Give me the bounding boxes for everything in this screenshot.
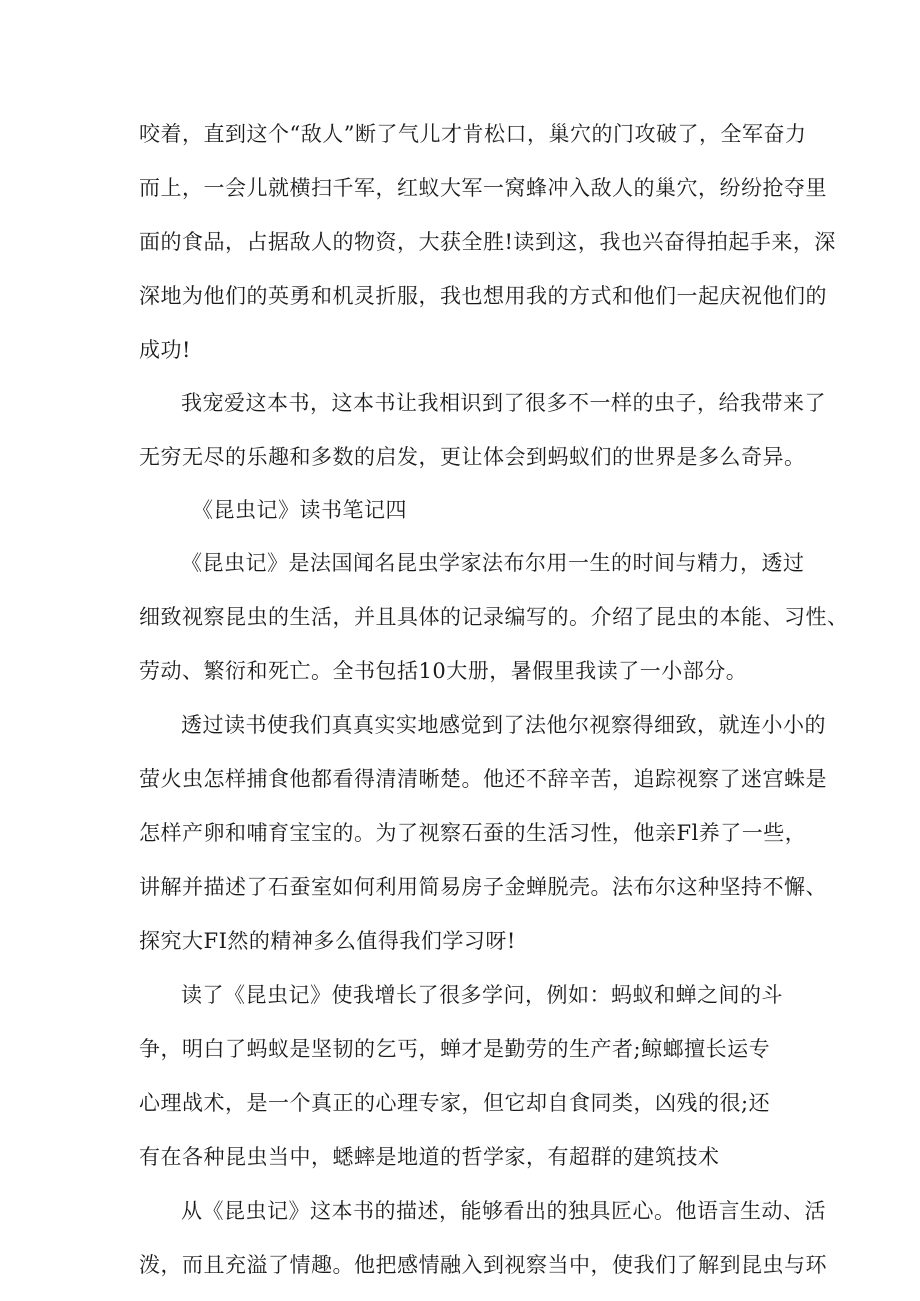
text-line: 咬着，直到这个“敌人”断了气儿才肯松口，巢穴的门攻破了，全军奋力 (139, 122, 807, 146)
text-line: 《昆虫记》是法国闻名昆虫学家法布尔用一生的时间与精力，透过 (181, 551, 805, 575)
text-line: 争，明白了蚂蚁是坚韧的乞丐，蝉才是勤劳的生产者;鲸螂擅长运专 (139, 1037, 771, 1061)
text-line: 怎样产卵和哺育宝宝的。为了视察石蚕的生活习性，他亲Fl养了一些， (139, 821, 807, 845)
text-line: 细致视察昆虫的生活，并且具体的记录编写的。介绍了昆虫的本能、习性、 (139, 605, 849, 629)
text-line: 读了《昆虫记》使我增长了很多学问，例如：蚂蚁和蝉之间的斗 (181, 983, 783, 1007)
text-line: 从《昆虫记》这本书的描述，能够看出的独具匠心。他语言生动、活 (181, 1199, 826, 1223)
text-line: 心理战术，是一个真正的心理专家，但它却自食同类，凶残的很;还 (139, 1091, 771, 1115)
text-line: 萤火虫怎样捕食他都看得清清晰楚。他还不辞辛苦，追踪视察了迷宫蛛是 (139, 767, 827, 791)
text-line: 而上，一会儿就横扫千军，红蚁大军一窝蜂冲入敌人的巢穴，纷纷抢夺里 (139, 176, 827, 200)
text-line: 探究大FI然的精神多么值得我们学习呀! (139, 929, 516, 953)
text-line: 成功! (139, 338, 191, 362)
text-line: 有在各种昆虫当中，蟋蟀是地道的哲学家，有超群的建筑技术 (139, 1145, 720, 1169)
text-line: 深地为他们的英勇和机灵折服，我也想用我的方式和他们一起庆祝他们的 (139, 284, 827, 308)
text-line: 面的食品，占据敌人的物资，大获全胜!读到这，我也兴奋得拍起手来，深 (139, 230, 836, 254)
text-line: 劳动、繁衍和死亡。全书包括10大册，暑假里我读了一小部分。 (139, 659, 748, 683)
text-line: 泼，而且充溢了情趣。他把感情融入到视察当中，使我们了解到昆虫与环 (139, 1253, 827, 1277)
text-line: 无穷无尽的乐趣和多数的启发，更让体会到蚂蚁们的世界是多么奇异。 (139, 445, 806, 469)
text-line: 讲解并描述了石蚕室如何利用简易房子金蝉脱壳。法布尔这种坚持不懈、 (139, 875, 827, 899)
text-line: 我宠爱这本书，这本书让我相识到了很多不一样的虫子，给我带来了 (181, 391, 826, 415)
section-heading: 《昆虫记》读书笔记四 (192, 498, 407, 522)
text-line: 透过读书使我们真真实实地感觉到了法他尔视察得细致，就连小小的 (181, 713, 826, 737)
